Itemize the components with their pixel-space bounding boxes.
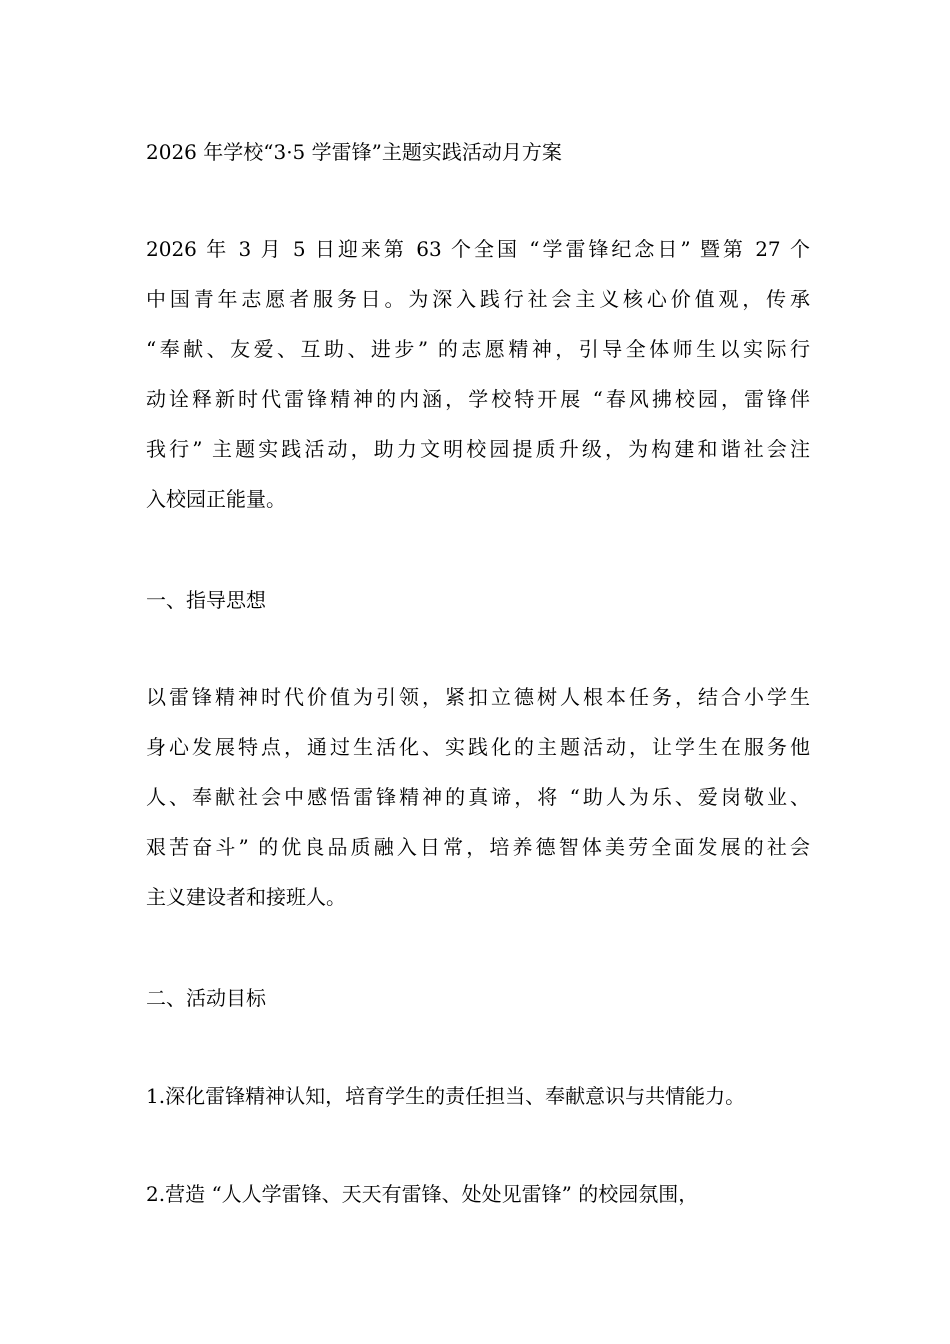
intro-line: “奉献、友爱、互助、进步” 的志愿精神，引导全体师生以实际行 [146,337,810,361]
section-heading-guiding-ideology: 一、指导思想 [146,588,266,612]
intro-line: 我行” 主题实践活动，助力文明校园提质升级，为构建和谐社会注 [146,437,810,461]
section-heading-activity-goals: 二、活动目标 [146,986,266,1010]
goal-item-1: 1.深化雷锋精神认知，培育学生的责任担当、奉献意识与共情能力。 [146,1084,746,1108]
paragraph-line: 人、奉献社会中感悟雷锋精神的真谛，将 “助人为乐、爱岗敬业、 [146,785,810,809]
document-title: 2026 年学校“3·5 学雷锋”主题实践活动月方案 [146,140,562,164]
paragraph-line: 以雷锋精神时代价值为引领，紧扣立德树人根本任务，结合小学生 [146,685,810,709]
guiding-ideology-paragraph [146,672,810,922]
intro-line: 中国青年志愿者服务日。为深入践行社会主义核心价值观，传承 [146,287,810,311]
intro-line: 2026 年 3 月 5 日迎来第 63 个全国 “学雷锋纪念日” 暨第 27 个 [146,237,810,261]
goal-item-2: 2.营造 “人人学雷锋、天天有雷锋、处处见雷锋” 的校园氛围， [146,1182,699,1206]
paragraph-line: 主义建设者和接班人。 [146,885,346,909]
paragraph-line: 身心发展特点，通过生活化、实践化的主题活动，让学生在服务他 [146,735,810,759]
paragraph-line: 艰苦奋斗” 的优良品质融入日常，培养德智体美劳全面发展的社会 [146,835,810,859]
intro-line: 入校园正能量。 [146,487,286,511]
intro-paragraph [146,224,810,524]
intro-line: 动诠释新时代雷锋精神的内涵，学校特开展 “春风拂校园，雷锋伴 [146,387,810,411]
